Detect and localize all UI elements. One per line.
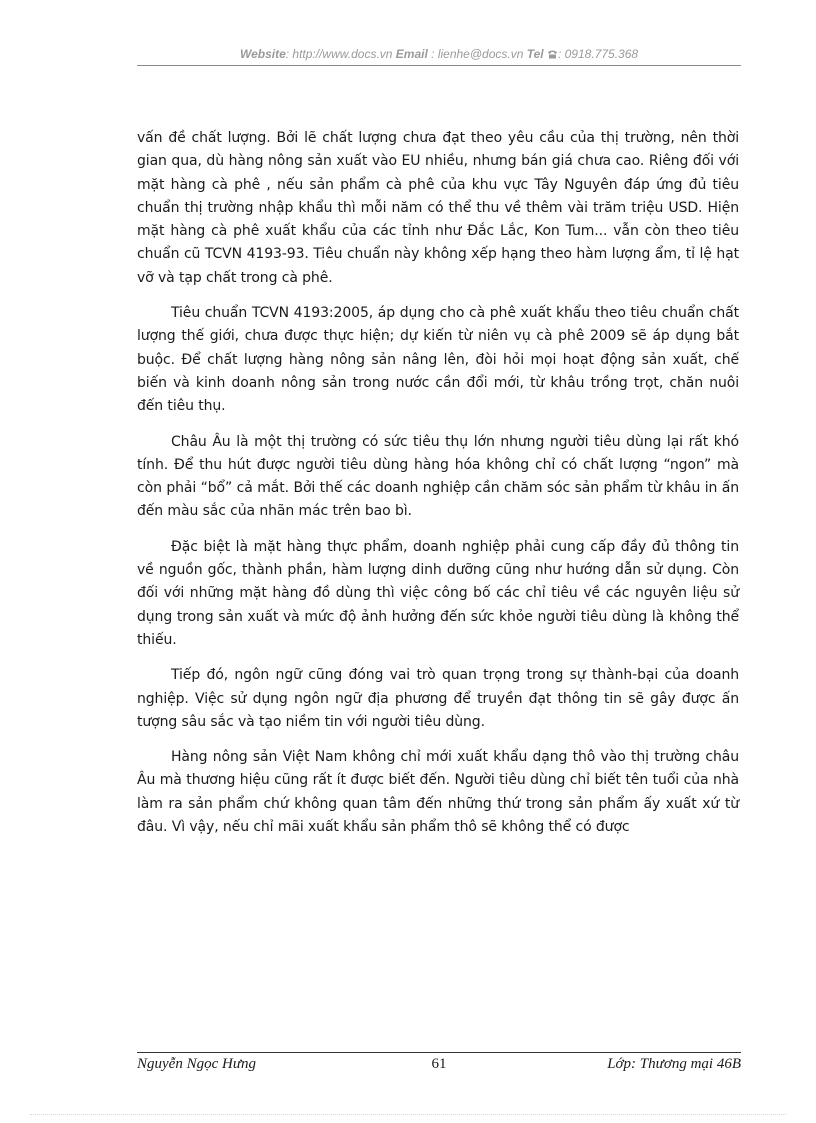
page-footer [137, 1056, 741, 1078]
tel-value: : 0918.775.368 [557, 47, 639, 61]
paragraph-4: Đặc biệt là mặt hàng thực phẩm, doanh nghiệp phải cung cấp đầy đủ thông tin về nguồn gốc, thành phần, hàm lượng dinh dưỡng cũng như hướng dẫn sử dụng. Còn đối với những mặt hàng đồ dùng thì việc công bố các chỉ tiêu về các nguyên liệu sử dụng trong sản xuất và mức độ ảnh hưởng đến sức khỏe người tiêu dùng là không thể thiếu. [137, 538, 739, 648]
paragraph-6: Hàng nông sản Việt Nam không chỉ mới xuất khẩu dạng thô vào thị trường châu Âu mà thương hiệu cũng rất ít được biết đến. Người tiêu dùng chỉ biết tên tuổi của nhà làm ra sản phẩm chứ không quan tâm đến những thứ trong sản phẩm ấy xuất xứ từ đâu. Vì vậy, nếu chỉ mãi xuất khẩu sản phẩm thô sẽ không thể có được [137, 749, 739, 836]
header-rule [137, 65, 741, 66]
phone-icon [547, 49, 558, 59]
footer-rule [137, 1052, 741, 1053]
page-body [137, 127, 739, 851]
email-label: Email [395, 47, 428, 61]
tel-label: Tel [526, 47, 544, 61]
email-value: : lienhe@docs.vn [427, 47, 527, 61]
paragraph-3: Châu Âu là một thị trường có sức tiêu thụ lớn nhưng người tiêu dùng lại rất khó tính. Để thu hút được người tiêu dùng hàng hóa không chỉ có chất lượng “ngon” mà còn phải “bổ” cả mắt. Bởi thế các doanh nghiệp cần chăm sóc sản phẩm từ khâu in ấn đến màu sắc của nhãn mác trên bao bì. [137, 433, 739, 520]
page-number: 61 [431, 1056, 447, 1072]
website-value: : http://www.docs.vn [285, 47, 396, 61]
paragraph-2: Tiêu chuẩn TCVN 4193:2005, áp dụng cho cà phê xuất khẩu theo tiêu chuẩn chất lượng thế giới, chưa được thực hiện; dự kiến từ niên vụ cà phê 2009 sẽ áp dụng bắt buộc. Để chất lượng hàng nông sản nâng lên, đòi hỏi mọi hoạt động sản xuất, chế biến và kinh doanh nông sản trong nước cần đổi mới, từ khâu trồng trọt, chăn nuôi đến tiêu thụ. [137, 305, 739, 415]
paragraph-5: Tiếp đó, ngôn ngữ cũng đóng vai trò quan trọng trong sự thành-bại của doanh nghiệp. Việc sử dụng ngôn ngữ địa phương để truyền đạt thông tin sẽ gây được ấn tượng sâu sắc và tạo niềm tin với người tiêu dùng. [137, 667, 739, 730]
footer-class: Lớp: Thương mại 46B [607, 1056, 741, 1072]
footer-author: Nguyễn Ngọc Hưng [137, 1056, 256, 1072]
website-label: Website [239, 47, 286, 61]
paragraph-1: vấn đề chất lượng. Bởi lẽ chất lượng chưa đạt theo yêu cầu của thị trường, nên thời gian qua, dù hàng nông sản xuất vào EU nhiều, nhưng bán giá chưa cao. Riêng đối với mặt hàng cà phê , nếu sản phẩm cà phê của khu vực Tây Nguyên đáp ứng đủ tiêu chuẩn thị trường nhập khẩu thì mỗi năm có thể thu về thêm vài trăm triệu USD. Hiện mặt hàng cà phê xuất khẩu của các tỉnh như Đắc Lắc, Kon Tum... vẫn còn theo tiêu chuẩn cũ TCVN 4193-93. Tiêu chuẩn này không xếp hạng theo hàm lượng ẩm, tỉ lệ hạt vỡ và tạp chất trong cà phê. [137, 130, 739, 286]
page-header [137, 47, 741, 61]
page-edge-divider [30, 1114, 786, 1115]
